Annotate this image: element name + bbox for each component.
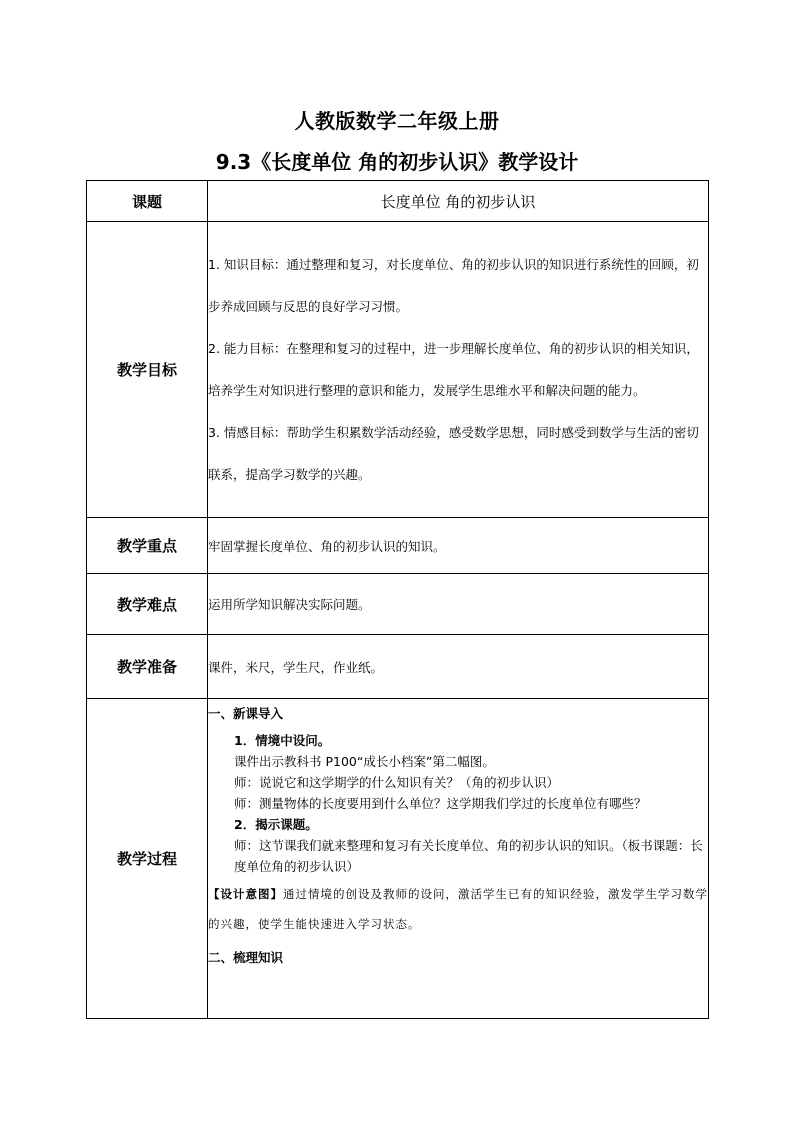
table-row-preparation [87,635,709,699]
design-intent-tag: 【设计意图】 [208,887,283,901]
lesson-plan-table [86,180,709,1019]
process-line: 师：说说它和这学期学的什么知识有关？（角的初步认识） [234,775,560,790]
table-row-topic [87,181,709,222]
section-heading-intro: 一、新课导入 [208,706,284,721]
goals-content [208,222,709,518]
goal-knowledge: 1. 知识目标：通过整理和复习，对长度单位、角的初步认识的知识进行系统性的回顾，初步养成回顾与反思的良好学习习惯。 [208,256,699,314]
document-subtitle: 9.3《长度单位 角的初步认识》教学设计 [215,150,579,174]
process-label: 教学过程 [87,699,208,1019]
table-row-key-point [87,518,709,574]
sub-heading-question: 1．情境中设问。 [234,733,331,748]
difficulty-value: 运用所学知识解决实际问题。 [208,574,709,635]
design-intent-text: 通过情境的创设及教师的设问，激活学生已有的知识经验，激发学生学习数学的兴趣，使学生能快速进入学习状态。 [208,887,708,931]
process-line: 课件出示教科书 P100“成长小档案”第二幅图。 [234,754,495,769]
table-row-goals [87,222,709,518]
key-point-value: 牢固掌握长度单位、角的初步认识的知识。 [208,518,709,574]
topic-value: 长度单位 角的初步认识 [208,181,709,222]
process-line: 师：这节课我们就来整理和复习有关长度单位、角的初步认识的知识。（板书课题：长度单位角的初步认识） [234,838,703,874]
difficulty-label: 教学难点 [87,574,208,635]
preparation-label: 教学准备 [87,635,208,699]
sub-heading-topic: 2．揭示课题。 [234,817,318,832]
key-point-label: 教学重点 [87,518,208,574]
document-title: 人教版数学二年级上册 [294,109,500,133]
topic-label: 课题 [87,181,208,222]
preparation-value: 课件，米尺，学生尺，作业纸。 [208,635,709,699]
design-intent [208,879,708,939]
process-line: 师：测量物体的长度要用到什么单位？这学期我们学过的长度单位有哪些？ [234,796,647,811]
table-row-difficulty [87,574,709,635]
process-content [208,699,709,1019]
table-row-process [87,699,709,1019]
section-heading-review: 二、梳理知识 [208,950,284,965]
goal-ability: 2. 能力目标：在整理和复习的过程中，进一步理解长度单位、角的初步认识的相关知识，培养学生对知识进行整理的意识和能力，发展学生思维水平和解决问题的能力。 [208,340,699,398]
goal-emotion: 3. 情感目标：帮助学生积累数学活动经验，感受数学思想，同时感受到数学与生活的密切联系，提高学习数学的兴趣。 [208,424,699,482]
goals-label: 教学目标 [87,222,208,518]
